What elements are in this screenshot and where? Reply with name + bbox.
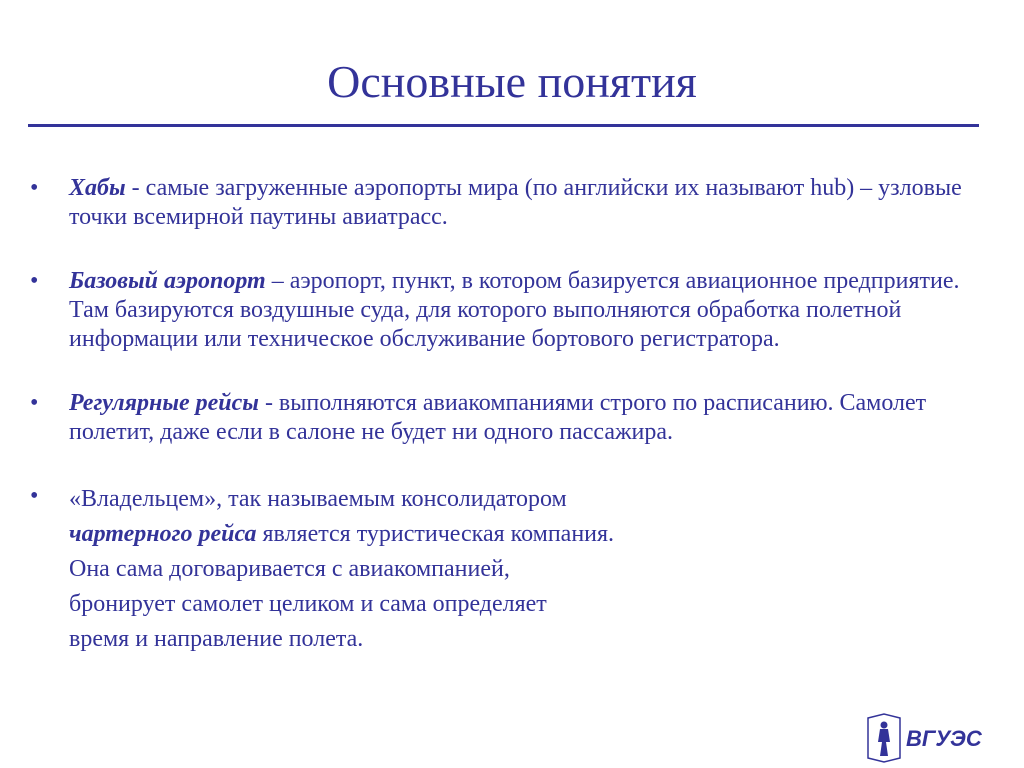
term-regular-flights: Регулярные рейсы [69, 390, 259, 416]
definition-regular-flights: - выполняются авиакомпаниями строго по расписанию. Самолет полетит, даже если в салоне не будет ни одного пассажира. [69, 390, 927, 445]
charter-line-3: Она сама договаривается с авиакомпанией, [69, 556, 510, 582]
slide-title: Основные понятия [327, 56, 697, 107]
charter-line-4: бронирует самолет целиком и сама определяет [69, 591, 547, 617]
bullet-list [30, 174, 990, 692]
term-charter: чартерного рейса [69, 521, 257, 547]
bullet-marker: • [30, 483, 39, 509]
definition-hubs: - самые загруженные аэропорты мира (по английски их называют hub) – узловые точки всемирной паутины авиатрасс. [69, 175, 962, 230]
charter-line-2-rest: является туристическая компания. [256, 521, 615, 547]
university-logo [864, 712, 984, 764]
bullet-item-base-airport [30, 267, 990, 354]
bullet-item-regular-flights [30, 389, 990, 447]
bullet-marker: • [30, 268, 39, 294]
charter-line-5: время и направление полета. [69, 626, 364, 652]
charter-line-2 [69, 517, 990, 552]
term-base-airport: Базовый аэропорт [69, 268, 266, 294]
bullet-marker: • [30, 175, 39, 201]
definition-base-airport: – аэропорт, пункт, в котором базируется авиационное предприятие. Там базируются воздушные суда, для которого выполняются обработка полетной информации или техническое обслуживание бортового регистратора. [69, 268, 960, 352]
term-hubs: Хабы [69, 175, 126, 201]
logo-figure-head-icon [881, 722, 888, 729]
bullet-item-charter [30, 482, 990, 657]
bullet-marker: • [30, 390, 39, 416]
logo-text: ВГУЭС [906, 726, 982, 751]
bullet-item-hubs [30, 174, 990, 232]
title-divider [28, 124, 979, 127]
charter-line-1: «Владельцем», так называемым консолидатором [69, 486, 567, 512]
